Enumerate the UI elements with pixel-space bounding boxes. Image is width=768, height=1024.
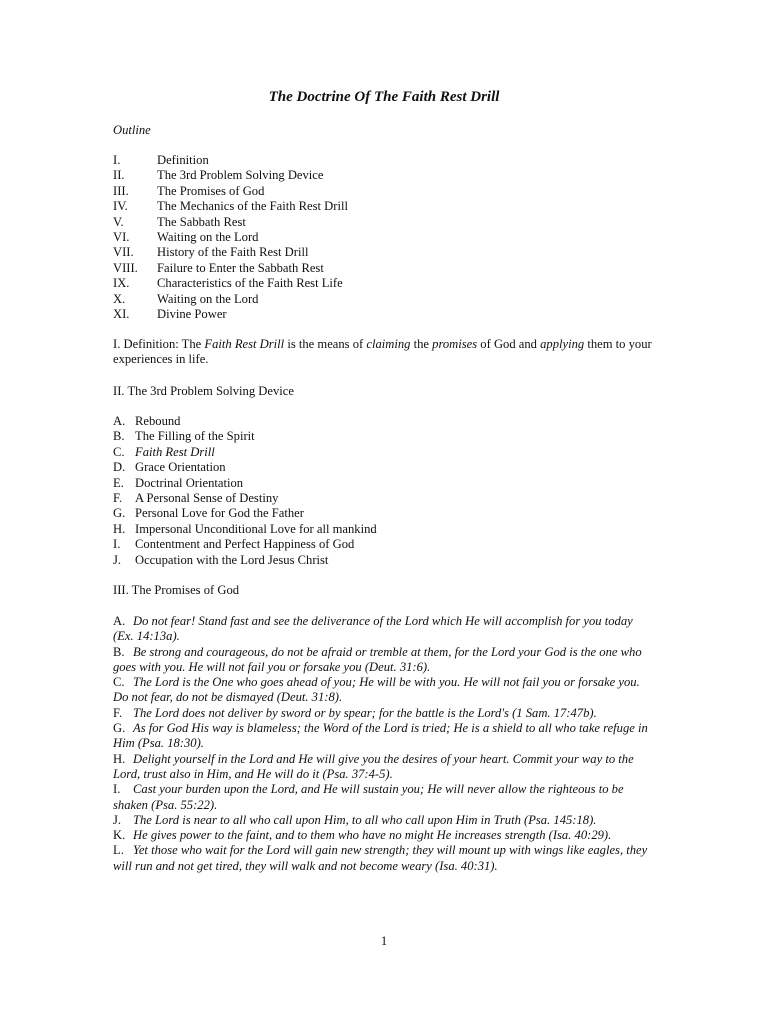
outline-text: The Sabbath Rest <box>157 214 246 229</box>
outline-number: XI. <box>113 306 130 321</box>
promise-letter: A. <box>113 614 126 628</box>
promise-text: Do not fear! Stand fast and see the deliverance of the Lord which He will accomplish for you today (Ex. 14:13a). <box>113 614 633 644</box>
list-letter: I. <box>113 537 121 552</box>
outline-number: III. <box>113 183 129 198</box>
promise-item <box>113 782 653 813</box>
outline-item <box>113 153 348 168</box>
list-item <box>113 460 377 475</box>
outline-item <box>113 261 348 276</box>
definition-emphasis: applying <box>540 337 585 351</box>
list-text: A Personal Sense of Destiny <box>135 491 279 506</box>
definition-emphasis: claiming <box>366 337 411 351</box>
promise-item <box>113 614 653 645</box>
promise-item <box>113 813 653 828</box>
outline-number: VII. <box>113 245 134 260</box>
definition-prefix: I. Definition: The <box>113 337 205 351</box>
list-item <box>113 491 377 506</box>
promise-letter: C. <box>113 675 125 690</box>
list-letter: B. <box>113 429 125 444</box>
promise-text: Yet those who wait for the Lord will gain new strength; they will mount up with wings like eagles, they will run and not get tired, they will walk and not become weary (Isa. 40:31). <box>113 843 648 873</box>
list-text: Rebound <box>135 414 181 428</box>
outline-text: Failure to Enter the Sabbath Rest <box>157 260 324 275</box>
promise-letter: K. <box>113 828 126 843</box>
outline-number: VI. <box>113 229 130 244</box>
definition-text: them to your experiences in life. <box>113 337 652 367</box>
promise-letter: G. <box>113 721 126 736</box>
list-text: Occupation with the Lord Jesus Christ <box>135 552 329 567</box>
outline-text: Characteristics of the Faith Rest Life <box>157 276 343 291</box>
promise-item <box>113 828 653 843</box>
list-text: Impersonal Unconditional Love for all mankind <box>135 521 377 536</box>
promise-text: The Lord is near to all who call upon Him, to all who call upon Him in Truth (Psa. 145:18). <box>133 812 597 827</box>
outline-number: II. <box>113 168 125 183</box>
promise-letter: B. <box>113 644 125 659</box>
outline-item <box>113 215 348 230</box>
list-item <box>113 445 377 460</box>
list-letter: A. <box>113 414 126 428</box>
outline-text: The Mechanics of the Faith Rest Drill <box>157 199 348 214</box>
page-number: 1 <box>380 934 388 948</box>
promise-item <box>113 721 653 752</box>
problem-solving-list <box>113 414 377 568</box>
definition-paragraph <box>113 337 658 368</box>
list-letter: D. <box>113 460 126 475</box>
outline-text: Waiting on the Lord <box>157 291 259 306</box>
promise-item <box>113 843 653 874</box>
list-item <box>113 522 377 537</box>
promise-item <box>113 706 653 721</box>
definition-emphasis: promises <box>432 337 478 351</box>
promise-text: As for God His way is blameless; the Word of the Lord is tried; He is a shield to all who take refuge in Him (Psa. 18:30). <box>113 721 648 751</box>
list-letter: H. <box>113 521 126 536</box>
outline-item <box>113 245 348 260</box>
outline-text: Definition <box>157 153 209 167</box>
outline-text: Divine Power <box>157 306 227 321</box>
list-letter: F. <box>113 491 123 506</box>
promises-list <box>113 614 653 874</box>
outline-list <box>113 153 348 322</box>
promise-item <box>113 675 653 706</box>
promise-letter: H. <box>113 751 126 766</box>
promise-letter: I. <box>113 782 121 797</box>
section-heading: II. The 3rd Problem Solving Device <box>113 384 294 398</box>
list-item <box>113 414 377 429</box>
outline-heading: Outline <box>113 123 151 137</box>
promise-letter: F. <box>113 705 123 720</box>
list-item <box>113 506 377 521</box>
list-item <box>113 429 377 444</box>
list-text: The Filling of the Spirit <box>135 429 255 444</box>
outline-item <box>113 292 348 307</box>
document-title: The Doctrine Of The Faith Rest Drill <box>268 89 500 105</box>
definition-text: is the means of <box>284 337 367 351</box>
outline-item <box>113 230 348 245</box>
promise-text: Delight yourself in the Lord and He will give you the desires of your heart. Commit your way to the Lord, trust also in Him, and He will do it (Psa. 37:4-5). <box>113 751 634 781</box>
list-text: Contentment and Perfect Happiness of God <box>135 537 355 552</box>
outline-item <box>113 199 348 214</box>
list-letter: G. <box>113 506 126 521</box>
promise-item <box>113 752 653 783</box>
outline-item <box>113 168 348 183</box>
list-item <box>113 476 377 491</box>
outline-item <box>113 307 348 322</box>
outline-text: History of the Faith Rest Drill <box>157 245 309 260</box>
definition-text: the <box>410 337 433 351</box>
list-item <box>113 537 377 552</box>
promise-text: He gives power to the faint, and to them who have no might He increases strength (Isa. 40:29). <box>133 828 612 843</box>
section-heading: III. The Promises of God <box>113 583 240 597</box>
list-letter: C. <box>113 444 125 459</box>
list-letter: E. <box>113 475 124 490</box>
promise-text: Be strong and courageous, do not be afraid or tremble at them, for the Lord your God is the one who goes with you. He will not fail you or forsake you (Deut. 31:6). <box>113 644 642 674</box>
outline-number: VIII. <box>113 260 138 275</box>
outline-text: The 3rd Problem Solving Device <box>157 168 324 183</box>
list-item <box>113 553 377 568</box>
promise-letter: J. <box>113 812 122 827</box>
outline-item <box>113 276 348 291</box>
promise-item <box>113 645 653 676</box>
outline-number: V. <box>113 214 124 229</box>
outline-number: IX. <box>113 276 130 291</box>
list-text: Personal Love for God the Father <box>135 506 304 521</box>
outline-number: I. <box>113 153 121 167</box>
outline-item <box>113 184 348 199</box>
definition-text: of God and <box>477 337 541 351</box>
definition-term: Faith Rest Drill <box>204 337 285 351</box>
promise-letter: L. <box>113 843 124 858</box>
outline-text: Waiting on the Lord <box>157 229 259 244</box>
promise-text: The Lord does not deliver by sword or by spear; for the battle is the Lord's (1 Sam. 17:47b). <box>133 705 597 720</box>
outline-number: IV. <box>113 199 128 214</box>
list-text: Doctrinal Orientation <box>135 475 244 490</box>
list-letter: J. <box>113 552 122 567</box>
promise-text: Cast your burden upon the Lord, and He will sustain you; He will never allow the righteous to be shaken (Psa. 55:22). <box>113 782 624 812</box>
outline-number: X. <box>113 291 126 306</box>
promise-text: The Lord is the One who goes ahead of you; He will be with you. He will not fail you or forsake you. Do not fear, do not be dismayed (Deut. 31:8). <box>113 675 640 705</box>
outline-text: The Promises of God <box>157 183 265 198</box>
list-text: Grace Orientation <box>135 460 226 475</box>
list-text: Faith Rest Drill <box>135 444 215 459</box>
